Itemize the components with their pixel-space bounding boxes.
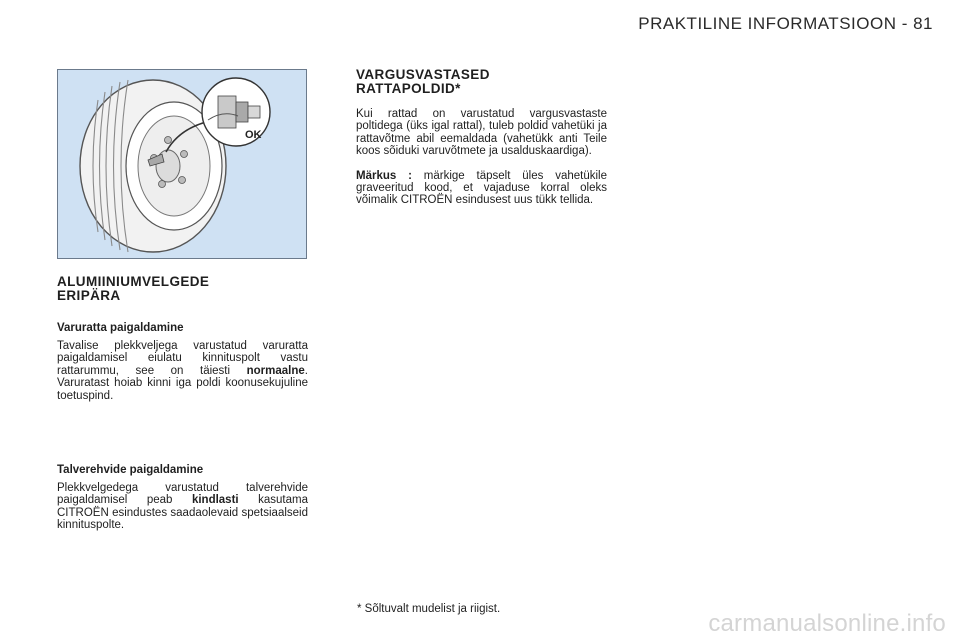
spare-wheel-block (57, 321, 308, 402)
spare-subheading: Varuratta paigaldamine (57, 322, 184, 334)
footnote: * Sõltuvalt mudelist ja riigist. (357, 603, 501, 615)
page-header: PRAKTILINE INFORMATSIOON - 81 (638, 14, 933, 33)
wheel-illustration (57, 69, 307, 259)
antitheft-paragraph: Kui rattad on varustatud vargusvastaste poltidega (üks igal rattal), tuleb poldid vahetüki ja rattavõtme abil eemaldada (vahetükk anti Teile koos sõiduki varuvõtmete ja usalduskaardiga). (356, 108, 607, 158)
spare-paragraph: Tavalise plekkveljega varustatud varuratta paigaldamisel eiulatu kinnituspolt vastu rattarummu, see on täiesti normaalne. Varuratast hoiab kinni iga poldi koonusekujuline toetuspind. (57, 340, 308, 402)
winter-paragraph: Plekkvelgedega varustatud talverehvide paigaldamisel peab kindlasti kasutama CITROËN esindustes saadaolevaid spetsiaalseid kinnituspolte. (57, 482, 308, 532)
watermark: carmanualsonline.info (708, 610, 946, 637)
ok-label: OK (245, 129, 262, 141)
antitheft-section (356, 68, 607, 207)
antitheft-heading: VARGUSVASTASED RATTAPOLDID* (356, 67, 490, 96)
wheel-bolt-diagram (58, 70, 306, 258)
alloy-heading: ALUMIINIUMVELGEDE ERIPÄRA (57, 274, 210, 303)
alloy-section (57, 275, 308, 303)
antitheft-note: Märkus : märkige täpselt üles vahetükile graveeritud kood, et vajaduse korral oleks võimalik CITROËN esindusest uus tükk tellida. (356, 169, 607, 207)
winter-tyre-block (57, 463, 308, 532)
winter-subheading: Talverehvide paigaldamine (57, 464, 204, 476)
